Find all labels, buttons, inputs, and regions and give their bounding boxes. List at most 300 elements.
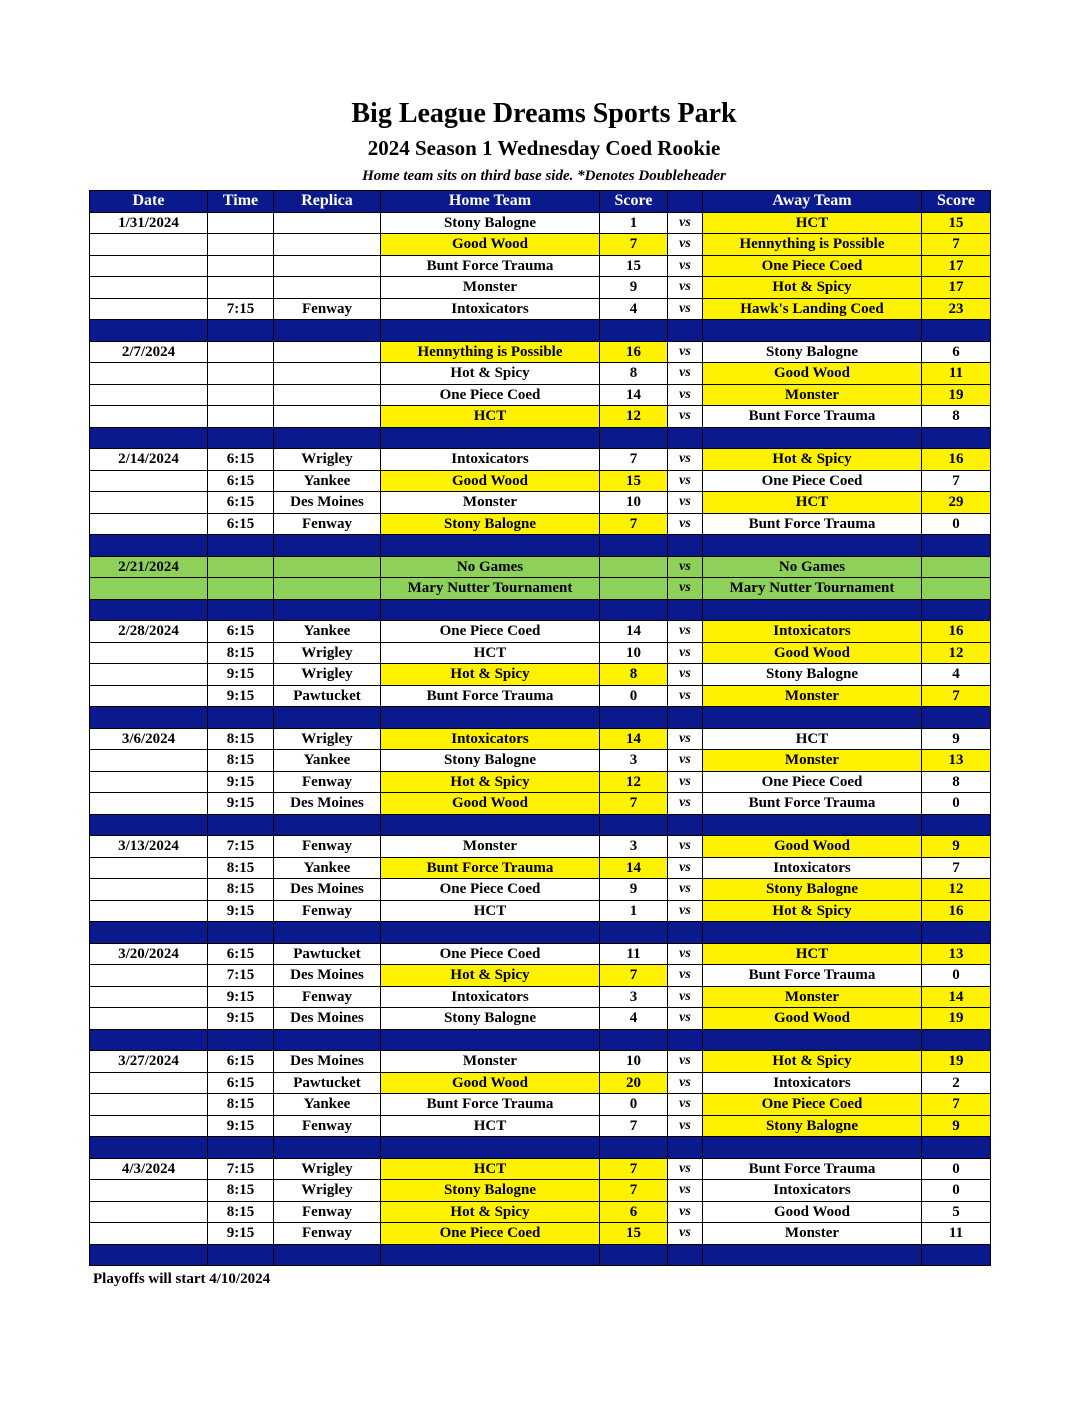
time-cell: 7:15 (208, 298, 274, 320)
time-cell: 6:15 (208, 449, 274, 471)
date-cell: 3/6/2024 (90, 728, 208, 750)
separator-cell (208, 707, 274, 729)
home-score-cell: 4 (600, 1008, 668, 1030)
away-score-cell: 29 (922, 492, 991, 514)
separator-cell (922, 814, 991, 836)
away-score-cell: 11 (922, 1223, 991, 1245)
vs-cell: vs (668, 1223, 703, 1245)
home-score-cell: 7 (600, 234, 668, 256)
time-cell: 8:15 (208, 728, 274, 750)
home-score-cell: 7 (600, 1115, 668, 1137)
date-cell: 3/20/2024 (90, 943, 208, 965)
home-team-cell: Hot & Spicy (381, 664, 600, 686)
game-row (90, 234, 991, 256)
date-cell (90, 965, 208, 987)
date-cell (90, 664, 208, 686)
away-score-cell: 14 (922, 986, 991, 1008)
home-score-cell: 3 (600, 750, 668, 772)
page-subtitle: 2024 Season 1 Wednesday Coed Rookie (367, 136, 721, 160)
separator-cell (668, 535, 703, 557)
separator-cell (274, 427, 381, 449)
home-team-cell: Monster (381, 277, 600, 299)
separator-cell (600, 535, 668, 557)
game-row (90, 857, 991, 879)
date-cell (90, 406, 208, 428)
schedule-table (89, 190, 991, 1266)
away-score-cell: 2 (922, 1072, 991, 1094)
home-team-cell: Mary Nutter Tournament (381, 578, 600, 600)
separator-cell (922, 599, 991, 621)
away-team-cell: Stony Balogne (703, 1115, 922, 1137)
home-team-cell: Hot & Spicy (381, 1201, 600, 1223)
away-score-cell (922, 556, 991, 578)
away-team-cell: Monster (703, 986, 922, 1008)
time-cell: 7:15 (208, 965, 274, 987)
date-cell: 2/21/2024 (90, 556, 208, 578)
replica-cell: Fenway (274, 900, 381, 922)
replica-cell: Fenway (274, 1201, 381, 1223)
away-team-cell: Good Wood (703, 836, 922, 858)
separator-cell (274, 535, 381, 557)
date-cell (90, 492, 208, 514)
game-row (90, 986, 991, 1008)
date-cell: 2/14/2024 (90, 449, 208, 471)
home-team-cell: HCT (381, 642, 600, 664)
separator-cell (922, 1244, 991, 1266)
replica-cell: Fenway (274, 1115, 381, 1137)
time-cell: 8:15 (208, 857, 274, 879)
date-cell (90, 255, 208, 277)
separator-cell (208, 1137, 274, 1159)
home-score-cell: 3 (600, 986, 668, 1008)
schedule-note: Home team sits on third base side. *Denotes Doubleheader (362, 168, 726, 184)
separator-cell (600, 922, 668, 944)
date-cell (90, 900, 208, 922)
replica-cell: Fenway (274, 836, 381, 858)
date-cell (90, 1201, 208, 1223)
home-team-cell: Stony Balogne (381, 1180, 600, 1202)
vs-cell: vs (668, 986, 703, 1008)
vs-cell: vs (668, 879, 703, 901)
vs-cell: vs (668, 363, 703, 385)
game-row (90, 836, 991, 858)
week-separator (90, 427, 991, 449)
replica-cell: Yankee (274, 857, 381, 879)
time-cell: 6:15 (208, 513, 274, 535)
replica-cell: Des Moines (274, 879, 381, 901)
date-cell (90, 642, 208, 664)
home-score-cell: 1 (600, 900, 668, 922)
separator-cell (381, 707, 600, 729)
away-score-cell: 11 (922, 363, 991, 385)
separator-cell (922, 427, 991, 449)
away-score-cell: 7 (922, 685, 991, 707)
replica-cell (274, 578, 381, 600)
home-score-cell: 15 (600, 470, 668, 492)
time-cell: 9:15 (208, 1115, 274, 1137)
time-cell: 8:15 (208, 1094, 274, 1116)
separator-cell (90, 814, 208, 836)
col-header-vs (668, 191, 703, 213)
time-cell (208, 212, 274, 234)
home-score-cell (600, 578, 668, 600)
away-score-cell: 7 (922, 857, 991, 879)
time-cell: 8:15 (208, 1201, 274, 1223)
date-cell (90, 470, 208, 492)
game-row (90, 1201, 991, 1223)
time-cell (208, 578, 274, 600)
home-score-cell: 3 (600, 836, 668, 858)
date-cell: 1/31/2024 (90, 212, 208, 234)
separator-cell (703, 535, 922, 557)
vs-cell: vs (668, 212, 703, 234)
away-team-cell: HCT (703, 943, 922, 965)
away-score-cell: 7 (922, 470, 991, 492)
home-team-cell: Stony Balogne (381, 513, 600, 535)
time-cell (208, 406, 274, 428)
vs-cell: vs (668, 492, 703, 514)
away-team-cell: Bunt Force Trauma (703, 1158, 922, 1180)
time-cell: 6:15 (208, 1072, 274, 1094)
separator-cell (90, 922, 208, 944)
home-score-cell: 7 (600, 513, 668, 535)
time-cell: 9:15 (208, 1223, 274, 1245)
away-score-cell: 12 (922, 879, 991, 901)
separator-cell (668, 922, 703, 944)
vs-cell: vs (668, 857, 703, 879)
away-team-cell: Bunt Force Trauma (703, 406, 922, 428)
away-team-cell: Hot & Spicy (703, 1051, 922, 1073)
replica-cell: Fenway (274, 771, 381, 793)
separator-cell (922, 1137, 991, 1159)
separator-cell (381, 535, 600, 557)
away-score-cell: 6 (922, 341, 991, 363)
home-team-cell: Hot & Spicy (381, 363, 600, 385)
date-cell (90, 685, 208, 707)
separator-cell (668, 814, 703, 836)
home-score-cell: 16 (600, 341, 668, 363)
time-cell: 9:15 (208, 685, 274, 707)
away-score-cell: 0 (922, 793, 991, 815)
away-score-cell: 0 (922, 965, 991, 987)
game-row (90, 298, 991, 320)
game-row (90, 212, 991, 234)
separator-cell (703, 320, 922, 342)
separator-cell (703, 599, 922, 621)
time-cell (208, 234, 274, 256)
week-separator (90, 535, 991, 557)
away-team-cell: Monster (703, 384, 922, 406)
home-score-cell (600, 556, 668, 578)
time-cell: 8:15 (208, 642, 274, 664)
separator-cell (274, 922, 381, 944)
away-team-cell: Good Wood (703, 642, 922, 664)
replica-cell: Yankee (274, 621, 381, 643)
date-cell (90, 1072, 208, 1094)
separator-cell (922, 707, 991, 729)
replica-cell: Fenway (274, 986, 381, 1008)
separator-cell (703, 814, 922, 836)
vs-cell: vs (668, 1201, 703, 1223)
away-team-cell: HCT (703, 212, 922, 234)
vs-cell: vs (668, 556, 703, 578)
week-separator (90, 599, 991, 621)
vs-cell: vs (668, 750, 703, 772)
time-cell (208, 363, 274, 385)
time-cell: 6:15 (208, 943, 274, 965)
vs-cell: vs (668, 1094, 703, 1116)
home-score-cell: 14 (600, 728, 668, 750)
replica-cell: Fenway (274, 513, 381, 535)
home-team-cell: Hennything is Possible (381, 341, 600, 363)
vs-cell: vs (668, 1051, 703, 1073)
home-team-cell: HCT (381, 900, 600, 922)
away-team-cell: No Games (703, 556, 922, 578)
away-score-cell: 9 (922, 1115, 991, 1137)
home-score-cell: 15 (600, 255, 668, 277)
vs-cell: vs (668, 1008, 703, 1030)
time-cell: 9:15 (208, 793, 274, 815)
separator-cell (274, 1244, 381, 1266)
home-team-cell: One Piece Coed (381, 384, 600, 406)
home-team-cell: Good Wood (381, 793, 600, 815)
separator-cell (600, 814, 668, 836)
home-score-cell: 15 (600, 1223, 668, 1245)
home-team-cell: Bunt Force Trauma (381, 1094, 600, 1116)
date-cell (90, 277, 208, 299)
vs-cell: vs (668, 513, 703, 535)
vs-cell: vs (668, 1115, 703, 1137)
home-team-cell: HCT (381, 1158, 600, 1180)
col-header-away-team: Away Team (703, 191, 922, 213)
separator-cell (90, 427, 208, 449)
week-separator (90, 1029, 991, 1051)
away-score-cell: 13 (922, 943, 991, 965)
replica-cell: Fenway (274, 1223, 381, 1245)
home-score-cell: 10 (600, 492, 668, 514)
home-team-cell: Stony Balogne (381, 212, 600, 234)
replica-cell: Des Moines (274, 965, 381, 987)
away-score-cell: 5 (922, 1201, 991, 1223)
vs-cell: vs (668, 836, 703, 858)
replica-cell: Wrigley (274, 1180, 381, 1202)
separator-cell (274, 320, 381, 342)
separator-cell (922, 1029, 991, 1051)
date-cell (90, 513, 208, 535)
away-team-cell: HCT (703, 728, 922, 750)
game-row (90, 1223, 991, 1245)
time-cell (208, 384, 274, 406)
away-team-cell: Good Wood (703, 1201, 922, 1223)
separator-cell (90, 1137, 208, 1159)
time-cell: 9:15 (208, 771, 274, 793)
separator-cell (208, 535, 274, 557)
away-team-cell: Hot & Spicy (703, 900, 922, 922)
away-score-cell: 0 (922, 1158, 991, 1180)
separator-cell (381, 1137, 600, 1159)
date-cell: 3/13/2024 (90, 836, 208, 858)
away-team-cell: Mary Nutter Tournament (703, 578, 922, 600)
col-header-date: Date (90, 191, 208, 213)
replica-cell: Wrigley (274, 664, 381, 686)
vs-cell: vs (668, 406, 703, 428)
vs-cell: vs (668, 578, 703, 600)
date-cell (90, 1115, 208, 1137)
home-team-cell: HCT (381, 406, 600, 428)
week-separator (90, 707, 991, 729)
game-row (90, 1051, 991, 1073)
home-team-cell: Stony Balogne (381, 1008, 600, 1030)
game-row (90, 406, 991, 428)
time-cell: 7:15 (208, 836, 274, 858)
time-cell (208, 556, 274, 578)
away-score-cell: 19 (922, 384, 991, 406)
separator-cell (703, 922, 922, 944)
separator-cell (922, 535, 991, 557)
vs-cell: vs (668, 298, 703, 320)
col-header-replica: Replica (274, 191, 381, 213)
replica-cell (274, 277, 381, 299)
home-team-cell: Monster (381, 1051, 600, 1073)
away-score-cell: 19 (922, 1008, 991, 1030)
date-cell (90, 771, 208, 793)
vs-cell: vs (668, 341, 703, 363)
away-team-cell: Monster (703, 685, 922, 707)
separator-cell (922, 922, 991, 944)
time-cell: 7:15 (208, 1158, 274, 1180)
game-row (90, 1094, 991, 1116)
game-row (90, 900, 991, 922)
replica-cell (274, 341, 381, 363)
home-score-cell: 7 (600, 793, 668, 815)
col-header-home-team: Home Team (381, 191, 600, 213)
away-score-cell: 19 (922, 1051, 991, 1073)
separator-cell (600, 427, 668, 449)
time-cell: 6:15 (208, 492, 274, 514)
game-row (90, 965, 991, 987)
away-team-cell: Hennything is Possible (703, 234, 922, 256)
vs-cell: vs (668, 965, 703, 987)
home-score-cell: 7 (600, 449, 668, 471)
replica-cell: Des Moines (274, 1051, 381, 1073)
away-team-cell: Hot & Spicy (703, 277, 922, 299)
away-team-cell: Stony Balogne (703, 664, 922, 686)
replica-cell (274, 234, 381, 256)
game-row (90, 341, 991, 363)
date-cell (90, 1223, 208, 1245)
home-score-cell: 0 (600, 1094, 668, 1116)
away-score-cell: 7 (922, 234, 991, 256)
replica-cell: Des Moines (274, 793, 381, 815)
date-cell (90, 750, 208, 772)
separator-cell (381, 814, 600, 836)
separator-cell (381, 320, 600, 342)
home-score-cell: 4 (600, 298, 668, 320)
replica-cell: Wrigley (274, 449, 381, 471)
away-score-cell: 8 (922, 406, 991, 428)
separator-cell (668, 1244, 703, 1266)
header-row (90, 191, 991, 213)
vs-cell: vs (668, 793, 703, 815)
home-team-cell: Monster (381, 492, 600, 514)
separator-cell (90, 320, 208, 342)
separator-cell (90, 1029, 208, 1051)
home-team-cell: Stony Balogne (381, 750, 600, 772)
date-cell (90, 384, 208, 406)
away-team-cell: Stony Balogne (703, 341, 922, 363)
vs-cell: vs (668, 771, 703, 793)
separator-cell (600, 1137, 668, 1159)
page-title: Big League Dreams Sports Park (351, 98, 737, 129)
away-team-cell: Good Wood (703, 363, 922, 385)
away-score-cell: 0 (922, 1180, 991, 1202)
away-score-cell: 7 (922, 1094, 991, 1116)
week-separator (90, 814, 991, 836)
home-score-cell: 20 (600, 1072, 668, 1094)
separator-cell (274, 814, 381, 836)
game-row (90, 492, 991, 514)
away-score-cell: 0 (922, 513, 991, 535)
separator-cell (703, 1137, 922, 1159)
replica-cell: Fenway (274, 298, 381, 320)
game-row (90, 879, 991, 901)
separator-cell (208, 1244, 274, 1266)
date-cell (90, 1008, 208, 1030)
away-team-cell: Stony Balogne (703, 879, 922, 901)
separator-cell (922, 320, 991, 342)
home-score-cell: 9 (600, 277, 668, 299)
col-header-time: Time (208, 191, 274, 213)
time-cell: 6:15 (208, 621, 274, 643)
separator-cell (668, 1137, 703, 1159)
home-team-cell: Bunt Force Trauma (381, 685, 600, 707)
away-score-cell: 16 (922, 621, 991, 643)
date-cell: 4/3/2024 (90, 1158, 208, 1180)
away-team-cell: HCT (703, 492, 922, 514)
home-team-cell: Bunt Force Trauma (381, 857, 600, 879)
time-cell: 6:15 (208, 470, 274, 492)
separator-cell (381, 427, 600, 449)
separator-cell (703, 1029, 922, 1051)
time-cell: 9:15 (208, 664, 274, 686)
home-team-cell: Good Wood (381, 234, 600, 256)
separator-cell (274, 1137, 381, 1159)
date-cell: 3/27/2024 (90, 1051, 208, 1073)
away-score-cell: 17 (922, 277, 991, 299)
separator-cell (668, 427, 703, 449)
home-team-cell: Good Wood (381, 1072, 600, 1094)
game-row (90, 771, 991, 793)
time-cell (208, 277, 274, 299)
separator-cell (381, 1244, 600, 1266)
vs-cell: vs (668, 621, 703, 643)
away-team-cell: Hot & Spicy (703, 449, 922, 471)
date-cell (90, 986, 208, 1008)
home-score-cell: 10 (600, 1051, 668, 1073)
separator-cell (381, 922, 600, 944)
away-team-cell: Intoxicators (703, 621, 922, 643)
vs-cell: vs (668, 470, 703, 492)
separator-cell (600, 1029, 668, 1051)
separator-cell (703, 707, 922, 729)
separator-cell (208, 1029, 274, 1051)
home-score-cell: 7 (600, 1180, 668, 1202)
playoffs-note: Playoffs will start 4/10/2024 (93, 1271, 271, 1287)
home-score-cell: 7 (600, 965, 668, 987)
home-score-cell: 10 (600, 642, 668, 664)
replica-cell (274, 363, 381, 385)
vs-cell: vs (668, 664, 703, 686)
